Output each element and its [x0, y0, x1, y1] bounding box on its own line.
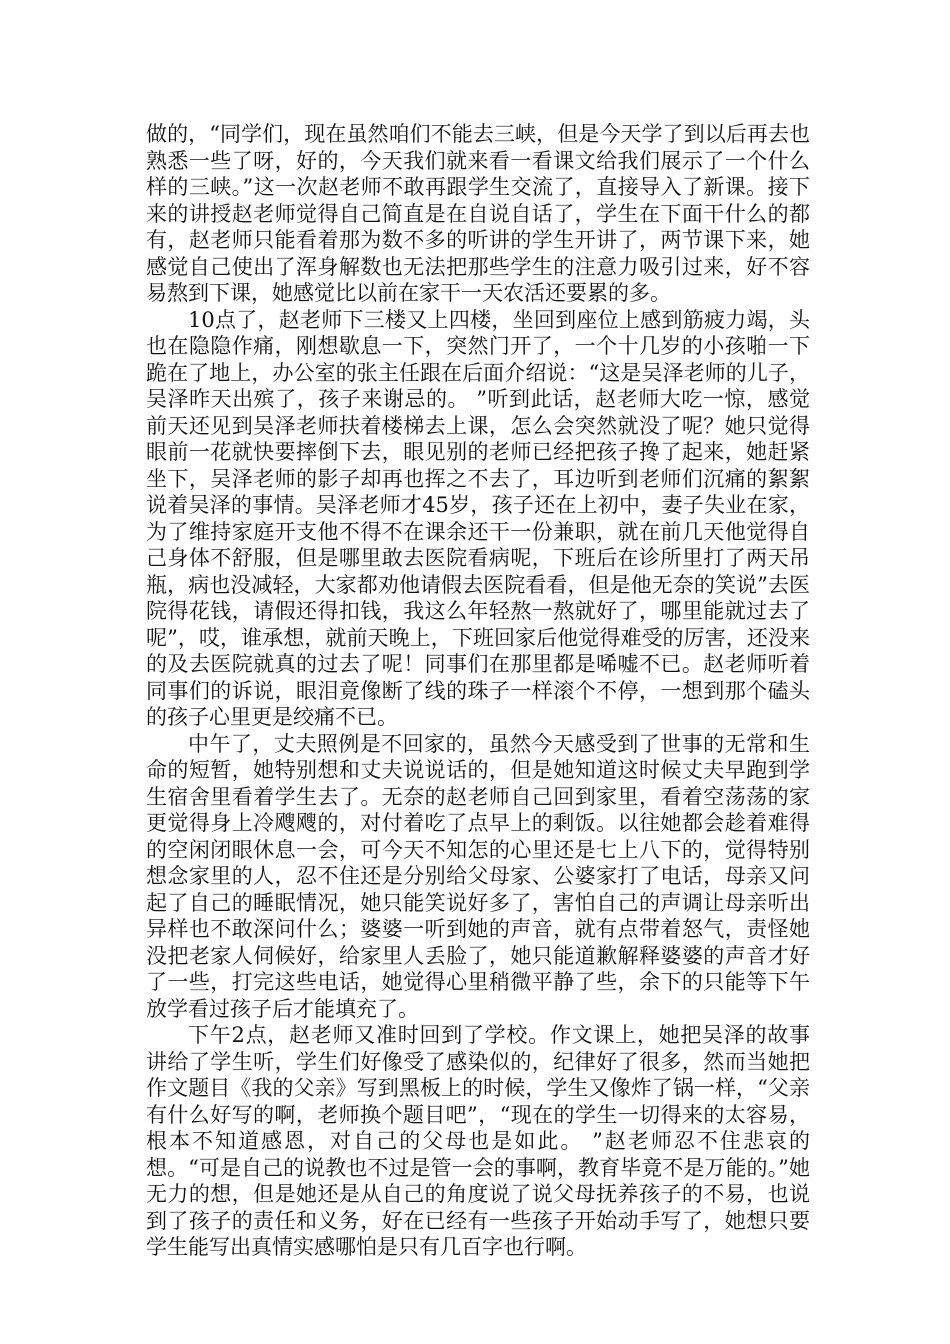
paragraph-1: 做的，“同学们，现在虽然咱们不能去三峡，但是今天学了到以后再去也熟悉一些了呀，好的，今天我们就来看一看课文给我们展示了一个什么样的三峡。”这一次赵老师不敢再跟学生交流了，直接导入了新课。接下来的讲授赵老师觉得自己简直是在自说自话了，学生在下面干什么的都有，赵老师只能看着那为数不多的听讲的学生开讲了，两节课下来，她感觉自己使出了浑身解数也无法把那些学生的注意力吸引过来，好不容易熬到下课，她感觉比以前在家干一天农活还要累的多。: [146, 122, 810, 305]
paragraph-4: 下午2点，赵老师又准时回到了学校。作文课上，她把吴泽的故事讲给了学生听，学生们好像受了感染似的，纪律好了很多，然而当她把作文题目《我的父亲》写到黑板上的时候，学生又像炸了锅一样，“父亲有什么好写的啊，老师换个题目吧”，“现在的学生一切得来的太容易，根本不知道感恩，对自己的父母也是如此。 ”赵老师忍不住悲哀的想。“可是自己的说教也不过是管一会的事啊，教育毕竟不是万能的。”她无力的想，但是她还是从自己的角度说了说父母抚养孩子的不易，也说到了孩子的责任和义务，好在已经有一些孩子开始动手写了，她想只要学生能写出真情实感哪怕是只有几百字也行啊。: [146, 1023, 810, 1259]
paragraph-2: 10点了，赵老师下三楼又上四楼，坐回到座位上感到筋疲力竭，头也在隐隐作痛，刚想歇息一下，突然门开了，一个十几岁的小孩啪一下跪在了地上，办公室的张主任跟在后面介绍说：“这是吴泽老师的儿子，吴泽昨天出殡了，孩子来谢忌的。 ”听到此话，赵老师大吃一惊，感觉前天还见到吴泽老师扶着楼梯去上课，怎么会突然就没了呢？她只觉得眼前一花就快要摔倒下去，眼见别的老师已经把孩子搀了起来，她赶紧坐下，吴泽老师的影子却再也挥之不去了，耳边听到老师们沉痛的絮絮说着吴泽的事情。吴泽老师才45岁，孩子还在上初中，妻子失业在家，为了维持家庭开支他不得不在课余还干一份兼职，就在前几天他觉得自己身体不舒服，但是哪里敢去医院看病呢，下班后在诊所里打了两天吊瓶，病也没减轻，大家都劝他请假去医院看看，但是他无奈的笑说”去医院得花钱，请假还得扣钱，我这么年轻熬一熬就好了，哪里能就过去了呢”，哎，谁承想，就前天晚上，下班回家后他觉得难受的厉害，还没来的及去医院就真的过去了呢！同事们在那里都是唏嘘不已。赵老师听着同事们的诉说，眼泪竟像断了线的珠子一样滚个不停，一想到那个磕头的孩子心里更是绞痛不已。: [146, 307, 810, 729]
paragraph-3: 中午了，丈夫照例是不回家的，虽然今天感受到了世事的无常和生命的短暂，她特别想和丈夫说说话的，但是她知道这时候丈夫早跑到学生宿舍里看着学生去了。无奈的赵老师自己回到家里，看着空荡荡的家更觉得身上冷飕飕的，对付着吃了点早上的剩饭。以往她都会趁着难得的空闲闭眼休息一会，可今天不知怎的心里还是七上八下的，觉得特别想念家里的人，忍不住还是分别给父母家、公婆家打了电话，母亲又问起了自己的睡眠情况，她只能笑说好多了，害怕自己的声调让母亲听出异样也不敢深问什么；婆婆一听到她的声音，就有点带着怒气，责怪她没把老家人伺候好，给家里人丢脸了，她只能道歉解释婆婆的声音才好了一些，打完这些电话，她觉得心里稍微平静了些，余下的只能等下午放学看过孩子后才能填充了。: [146, 731, 810, 1021]
document-page: [146, 121, 810, 1261]
